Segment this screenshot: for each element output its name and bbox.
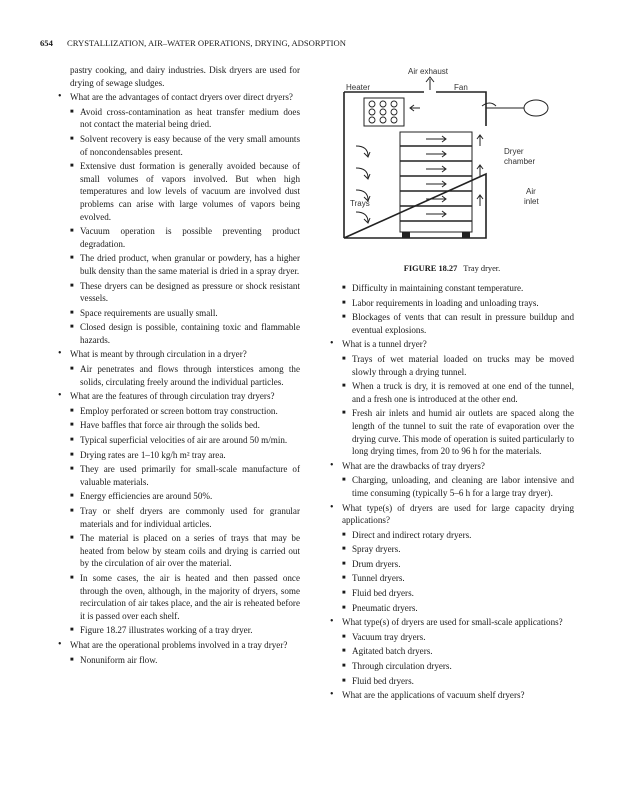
left-column <box>58 64 300 668</box>
item-text: Employ perforated or screen bottom tray construction. <box>80 405 278 416</box>
answer-item <box>342 572 574 585</box>
item-text: What are the drawbacks of tray dryers? <box>342 460 485 471</box>
item-text: Closed design is possible, containing toxic and flammable hazards. <box>80 322 300 345</box>
right-column <box>330 282 574 704</box>
answer-item <box>70 252 300 277</box>
answer-item <box>342 529 574 542</box>
answer-item <box>342 311 574 336</box>
square-bullet-icon: ■ <box>342 633 346 640</box>
bullet-icon: • <box>330 616 334 628</box>
page-number: 654 <box>40 38 53 48</box>
item-text: What is meant by through circulation in a dryer? <box>70 349 247 360</box>
bullet-icon: • <box>58 390 62 402</box>
item-text: Nonuniform air flow. <box>80 654 158 665</box>
running-header <box>40 38 346 48</box>
answer-item <box>342 407 574 457</box>
question-item <box>58 390 300 403</box>
item-text: Energy efficiencies are around 50%. <box>80 491 213 502</box>
dryer-casing <box>344 92 486 238</box>
question-item <box>58 91 300 104</box>
square-bullet-icon: ■ <box>70 437 74 444</box>
tray-stack <box>400 132 472 232</box>
item-text: Space requirements are usually small. <box>80 307 218 318</box>
answer-item <box>70 624 300 637</box>
answer-item <box>70 363 300 388</box>
item-text: The material is placed on a series of trays that may be heated from below by steam coils and drying is carried out by the circulation of air over the material. <box>80 533 300 569</box>
square-bullet-icon: ■ <box>342 383 346 390</box>
figure-caption-text: Tray dryer. <box>463 264 501 273</box>
item-text: Fluid bed dryers. <box>352 675 414 686</box>
question-item <box>330 460 574 473</box>
item-text: Vacuum operation is possible preventing product degradation. <box>80 226 300 249</box>
answer-item <box>342 353 574 378</box>
answer-item <box>342 558 574 571</box>
bullet-icon: • <box>58 91 62 103</box>
airflow-arrows <box>356 103 496 223</box>
answer-item <box>70 280 300 305</box>
answer-item <box>70 133 300 158</box>
item-text: Blockages of vents that can result in pressure buildup and eventual explosions. <box>352 312 574 335</box>
answer-item <box>342 602 574 615</box>
square-bullet-icon: ■ <box>70 228 74 235</box>
answer-item <box>70 654 300 667</box>
square-bullet-icon: ■ <box>70 108 74 115</box>
square-bullet-icon: ■ <box>70 508 74 514</box>
square-bullet-icon: ■ <box>70 255 74 262</box>
item-text: Fluid bed dryers. <box>352 588 414 599</box>
square-bullet-icon: ■ <box>70 135 74 142</box>
item-text: What type(s) of dryers are used for small-scale applications? <box>342 617 563 628</box>
square-bullet-icon: ■ <box>70 656 74 663</box>
fan-motor <box>524 100 548 116</box>
square-bullet-icon: ■ <box>342 546 346 553</box>
square-bullet-icon: ■ <box>70 324 74 331</box>
answer-item <box>342 543 574 556</box>
answer-item <box>70 321 300 346</box>
square-bullet-icon: ■ <box>70 466 74 473</box>
answer-item <box>70 160 300 223</box>
bullet-icon: • <box>58 348 62 360</box>
label-dryer: Dryer <box>504 147 524 156</box>
item-text: Labor requirements in loading and unloading trays. <box>352 297 539 308</box>
square-bullet-icon: ■ <box>342 355 346 362</box>
item-text: Through circulation dryers. <box>352 661 452 672</box>
square-bullet-icon: ■ <box>342 663 346 670</box>
answer-item <box>70 572 300 622</box>
item-text: Air penetrates and flows through interstices among the solids, circulating freely around the individual particles. <box>80 364 300 387</box>
label-heater: Heater <box>346 83 371 92</box>
running-title: CRYSTALLIZATION, AIR–WATER OPERATIONS, DRYING, ADSORPTION <box>67 38 346 48</box>
item-text: Difficulty in maintaining constant temperature. <box>352 283 524 293</box>
answer-item <box>342 587 574 600</box>
bullet-icon: • <box>330 689 334 701</box>
item-text: Extensive dust formation is generally avoided because of small volumes of vapors involved. But when high temperatures and low levels of vacuum are involved dust problems can arise with large volumes of vapors being evolved. <box>80 161 300 222</box>
item-text: What are the features of through circulation tray dryers? <box>70 391 275 402</box>
answer-item <box>70 532 300 570</box>
square-bullet-icon: ■ <box>342 531 346 538</box>
item-text: Tray or shelf dryers are commonly used for granular materials and for individual articles. <box>80 506 300 529</box>
square-bullet-icon: ■ <box>70 309 74 316</box>
item-text: Charging, unloading, and cleaning are labor intensive and time consuming (typically 5–6 h for a large tray dryer). <box>352 475 574 498</box>
answer-item <box>70 490 300 503</box>
square-bullet-icon: ■ <box>70 366 74 373</box>
answer-item <box>342 660 574 673</box>
answer-item <box>70 106 300 131</box>
square-bullet-icon: ■ <box>70 574 74 581</box>
question-item <box>58 639 300 652</box>
square-bullet-icon: ■ <box>70 282 74 289</box>
answer-item <box>70 419 300 432</box>
question-item <box>330 616 574 629</box>
label-air: Air <box>526 187 536 196</box>
square-bullet-icon: ■ <box>342 575 346 582</box>
label-trays: Trays <box>350 199 370 208</box>
answer-item <box>342 474 574 499</box>
item-text: Avoid cross-contamination as heat transfer medium does not contact the material being dried. <box>80 106 300 130</box>
question-item <box>330 689 574 702</box>
square-bullet-icon: ■ <box>342 299 346 306</box>
square-bullet-icon: ■ <box>342 648 346 655</box>
square-bullet-icon: ■ <box>342 314 346 321</box>
item-text: What type(s) of dryers are used for large capacity drying applications? <box>342 502 574 526</box>
square-bullet-icon: ■ <box>342 677 346 684</box>
bullet-icon: • <box>330 338 334 350</box>
item-text: When a truck is dry, it is removed at one end of the tunnel, and a fresh one is introduced at the other end. <box>352 381 574 404</box>
square-bullet-icon: ■ <box>70 535 74 542</box>
question-item <box>330 338 574 351</box>
item-text: Solvent recovery is easy because of the very small amounts of noncondensables present. <box>80 133 300 157</box>
answer-item <box>342 675 574 688</box>
item-text: Figure 18.27 illustrates working of a tray dryer. <box>80 625 253 636</box>
item-text: They are used primarily for small-scale manufacture of valuable materials. <box>80 464 300 487</box>
square-bullet-icon: ■ <box>342 560 346 567</box>
answer-item <box>70 449 300 462</box>
bullet-icon: • <box>330 501 334 513</box>
item-text: Vacuum tray dryers. <box>352 631 426 642</box>
square-bullet-icon: ■ <box>342 604 346 611</box>
label-chamber: chamber <box>504 157 536 166</box>
label-inlet: inlet <box>524 197 539 206</box>
item-text: Spray dryers. <box>352 544 401 555</box>
figure-caption <box>330 264 574 273</box>
item-text: What are the operational problems involved in a tray dryer? <box>70 639 288 650</box>
label-fan: Fan <box>454 83 468 92</box>
square-bullet-icon: ■ <box>342 590 346 597</box>
label-air-exhaust: Air exhaust <box>408 67 449 76</box>
tray-feet <box>402 232 470 238</box>
item-text: Agitated batch dryers. <box>352 646 433 657</box>
item-text: Drying rates are 1–10 kg/h m² tray area. <box>80 449 226 460</box>
answer-item <box>342 631 574 644</box>
bullet-icon: • <box>58 638 62 650</box>
square-bullet-icon: ■ <box>342 285 346 291</box>
answer-item <box>342 380 574 405</box>
square-bullet-icon: ■ <box>342 477 346 484</box>
item-text: In some cases, the air is heated and then passed once through the oven, although, in the majority of dryers, some recirculation of air takes place, and the air is reheated before it is passed over each shelf. <box>80 572 300 621</box>
tray-dryer-figure <box>336 66 568 260</box>
answer-item <box>70 225 300 250</box>
question-item <box>58 348 300 361</box>
answer-item <box>342 297 574 310</box>
square-bullet-icon: ■ <box>342 410 346 417</box>
item-text: Drum dryers. <box>352 558 401 569</box>
heater-coils <box>369 101 397 123</box>
bullet-icon: • <box>330 459 334 471</box>
item-text: Direct and indirect rotary dryers. <box>352 529 472 540</box>
item-text: What are the applications of vacuum shelf dryers? <box>342 690 525 701</box>
answer-item <box>70 434 300 447</box>
item-text: The dried product, when granular or powdery, has a higher bulk density than the same material is dried in a spray dryer. <box>80 253 300 276</box>
answer-item <box>342 282 574 295</box>
item-text: pastry cooking, and dairy industries. Disk dryers are used for drying of sewage sludges. <box>70 65 300 88</box>
square-bullet-icon: ■ <box>70 163 74 170</box>
answer-item <box>342 645 574 658</box>
continuation-paragraph <box>70 64 300 89</box>
answer-item <box>70 463 300 488</box>
item-text: What is a tunnel dryer? <box>342 339 427 350</box>
square-bullet-icon: ■ <box>70 627 74 634</box>
square-bullet-icon: ■ <box>70 451 74 458</box>
item-text: Have baffles that force air through the solids bed. <box>80 420 260 431</box>
answer-item <box>70 307 300 320</box>
square-bullet-icon: ■ <box>70 493 74 500</box>
answer-item <box>70 405 300 418</box>
item-text: Pneumatic dryers. <box>352 602 418 613</box>
item-text: These dryers can be designed as pressure or shock resistant vessels. <box>80 280 300 304</box>
item-text: Tunnel dryers. <box>352 573 405 584</box>
question-item <box>330 502 574 527</box>
answer-item <box>70 505 300 530</box>
item-text: Trays of wet material loaded on trucks may be moved slowly through a drying tunnel. <box>352 353 574 377</box>
item-text: What are the advantages of contact dryers over direct dryers? <box>70 92 293 103</box>
item-text: Fresh air inlets and humid air outlets are spaced along the length of the tunnel to suit the rate of evaporation over the drying curve. This mode of operation is suited particularly to long drying times, from 20 to 96 h for the materials. <box>352 408 574 457</box>
item-text: Typical superficial velocities of air are around 50 m/min. <box>80 435 288 446</box>
square-bullet-icon: ■ <box>70 422 74 429</box>
square-bullet-icon: ■ <box>70 407 74 414</box>
figure-number: FIGURE 18.27 <box>403 264 458 273</box>
